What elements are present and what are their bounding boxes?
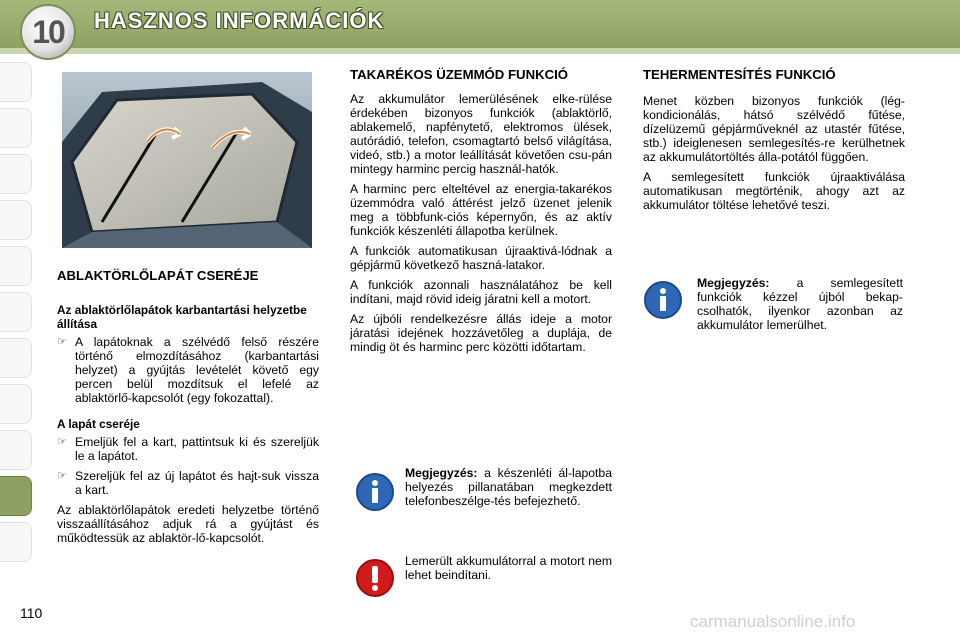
chapter-tab[interactable] [0,200,32,240]
pointing-hand-icon: ☞ [57,336,67,348]
economy-note [405,466,612,508]
economy-warning: Lemerült akkumulátorral a motort nem lehet beindítani. [405,554,612,582]
chapter-tab[interactable] [0,430,32,470]
wiper-paragraph: Az ablaktörlőlapátok eredeti helyzetbe történő visszaállításához adjuk rá a gyújtást és működtessük az ablaktör-lő-kapcsolót. [57,503,319,545]
wiper-subheading-replace: A lapát cseréje [57,417,140,431]
chapter-tab[interactable] [0,522,32,562]
unload-note [697,276,903,332]
pointing-hand-icon: ☞ [57,470,67,482]
chapter-tab[interactable] [0,154,32,194]
economy-paragraph: A funkciók azonnali használatához be kell indítani, majd rövid ideig járatni kell a motort. [350,278,612,306]
note-text: a semlegesített funkciók kézzel újból bekap-csolhatók, ilyenkor azonban az akkumulátor lemerülhet. [697,276,903,332]
note-label: Megjegyzés: [697,276,770,290]
economy-heading: TAKARÉKOS ÜZEMMÓD FUNKCIÓ [350,67,569,82]
chapter-badge: 10 [20,4,76,60]
chapter-tab[interactable] [0,338,32,378]
warning-icon [355,558,395,598]
note-text: a készenléti ál-lapotba helyezés pillanatában megkezdett telefonbeszélge-tés befejezhető. [405,466,612,508]
chapter-tab[interactable] [0,108,32,148]
note-label: Megjegyzés: [405,466,478,480]
chapter-tab[interactable] [0,384,32,424]
header-strip [0,48,960,54]
economy-section [350,67,612,360]
info-icon [643,280,683,320]
page-title: HASZNOS INFORMÁCIÓK [94,8,385,33]
info-icon [355,472,395,512]
bullet-text: A lapátoknak a szélvédő felső részére történő elmozdításához (karbantartási helyzet) a gyújtás levételét követő egy percen belül mozdítsuk el lefelé az ablaktörlő-kapcsolót (egy fokozattal). [75,335,319,405]
economy-paragraph: A funkciók automatikusan újraaktivá-lódnak a gépjármű következő haszná-latakor. [350,244,612,272]
chapter-tab-active[interactable] [0,476,32,516]
unload-paragraph: A semlegesített funkciók újraaktiválása automatikusan megtörténik, ahogy azt az akkumulátor töltése lehetővé teszi. [643,170,905,212]
wiper-subheading-maintenance: Az ablaktörlőlapátok karbantartási helyzetbe állítása [57,303,307,331]
wiper-bullet [57,435,319,463]
economy-paragraph: Az akkumulátor lemerülésének elke-rülése érdekében bizonyos funkciók (ablaktörlő, ablakemelő, napfénytető, elektromos ülések, autórádió, telefon, csomagtartó belső világítása, videó, stb.) a motor leállítását követően csu-pán mintegy harminc percig használ-hatók. [350,92,612,176]
economy-paragraph: Az újbóli rendelkezésre állás ideje a motor járatási idejének hozzávetőleg a duplája, de mindig öt és harminc perc közötti időtartam. [350,312,612,354]
wiper-heading: ABLAKTÖRLŐLAPÁT CSERÉJE [57,268,259,283]
bullet-text: Emeljük fel a kart, pattintsuk ki és szereljük le a lapátot. [75,435,319,463]
chapter-tab[interactable] [0,62,32,102]
unload-section [643,67,905,218]
page-number: 110 [20,605,43,621]
chapter-tab[interactable] [0,246,32,286]
wiper-bullet [57,335,319,405]
wiper-bullet [57,469,319,497]
economy-paragraph: A harminc perc elteltével az energia-takarékos üzemmódra való áttérést jelző üzenet jelenik meg a többfunk-ciós képernyőn, és az aktív funkciók készenléti állapotba kerülnek. [350,182,612,238]
pointing-hand-icon: ☞ [57,436,67,448]
watermark: carmanualsonline.info [690,612,856,631]
bullet-text: Szereljük fel az új lapátot és hajt-suk vissza a kart. [75,469,319,497]
unload-heading: TEHERMENTESÍTÉS FUNKCIÓ [643,67,836,82]
chapter-tab[interactable] [0,292,32,332]
wiper-section [57,268,319,551]
unload-paragraph: Menet közben bizonyos funkciók (lég-kondicionálás, hátsó szélvédő fűtése, dízelüzemű gépjárműveknél az utastér fűtése, stb.) ideiglenesen semlegesítés-re kerülhetnek az akkumulátortöltés álla-potától függően. [643,94,905,164]
windscreen-photo [62,72,312,248]
